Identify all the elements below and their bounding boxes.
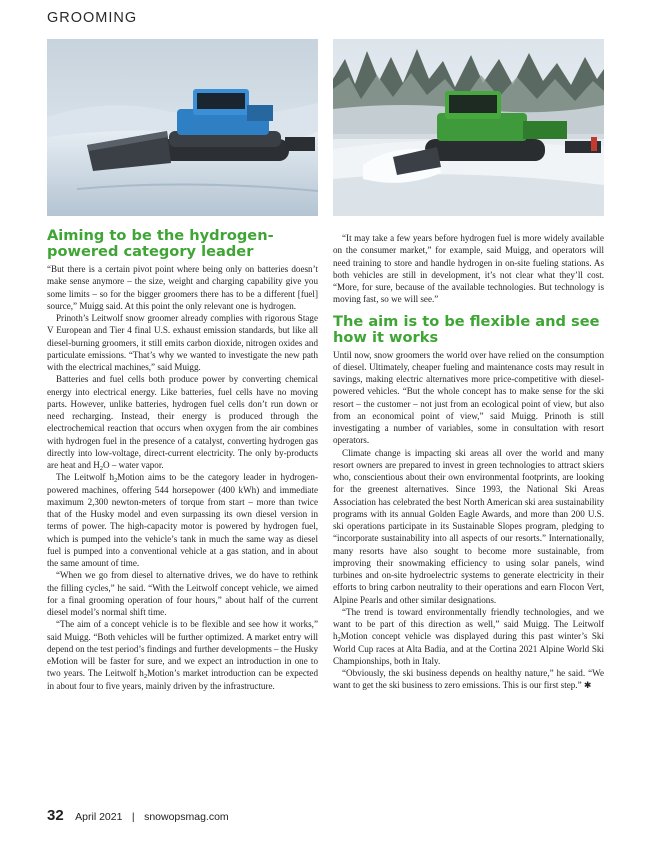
left-paragraph-1: “But there is a certain pivot point where being only on batteries doesn’t make sense anymore – the size, weight and charging capability give you some limits – so for the bigger groomers there has to be a different [fuel] source,” Muigg said. At this point the only relevant one is hydrogen. <box>47 264 318 311</box>
section-label: GROOMING <box>47 10 138 26</box>
subscript: 2 <box>114 477 118 485</box>
left-paragraph-3: Batteries and fuel cells both produce power by converting chemical energy into electrical energy. Like batteries, fuel cells have no moving parts. However, unlike batteries, hydrogen fuel cells don’t run down or need recharging. Instead, their energy is produced through the electrochemical reaction that occurs when oxygen from the air combines with hydrogen fuel in the presence of a catalyst, converting hydrogen gas directly into low-voltage, direct-current electricity. The only by-products are heat and $H_2O$ – water vapor. <box>47 374 318 472</box>
subscript: 2 <box>143 673 148 681</box>
left-paragraph-4: The Leitwolf $h_2Motion$ aims to be the category leader in hydrogen-powered machines, offering 544 horsepower (400 kWh) and immediate maximum 2,300 newton-meters of torque from start – more than twice that of the Husky model and even surpassing its own diesel version in terms of power. The high-capacity motor is powered by hydrogen fuel, which is pumped into the vehicle’s tank in much the same way as diesel fuel is pumped into a conventional vehicle at a gas station, and in about the same amount of time. <box>47 472 318 568</box>
blue-groomer-photo <box>47 39 318 216</box>
green-groomer-photo <box>333 39 604 216</box>
left-paragraph-6: “The aim of a concept vehicle is to be flexible and see how it works,” said Muigg. “Both vehicles will be further optimized. A market entry will depend on the test period’s findings and further developments – the Husky eMotion will be faster for sure, and we expect an introduction in one to two years. The Leitwolf $h_2Motion’s$ market introduction can be expected in about four to five years, mainly driven by the infrastructure. <box>47 619 318 691</box>
subscript: 2 <box>99 465 104 472</box>
right-column <box>333 232 604 692</box>
right-paragraph-1: “It may take a few years before hydrogen fuel is more widely available on the consumer market,” for example, said Muigg, and operators will need training to store and handle hydrogen in on-site fueling stations. As both vehicles are still in development, it’s not clear what they’ll cost. “More, for sure, because of the available technologies. But technology is moving fast, so we will see.” <box>333 233 604 305</box>
page-number: 32 <box>47 807 64 824</box>
right-paragraph-3: Climate change is impacting ski areas all over the world and many resort owners are prepared to invest in green technologies to attract skiers who, conscientious about their own environmental footprints, are looking for the greenest alternatives. Since 1993, the National Ski Areas Association has celebrated the best North American ski area sustainability programs with its annual Golden Eagle Awards, and more than 200 U.S. ski operations participate in its Sustainable Slopes program, pledging to “incorporate sustainability into all aspects of our resorts.” Internationally, many resorts have also sought to become more sustainable, from improving their snowmaking efficiency to using solar panels, wind turbines and on-site hydroelectric systems to generate electricity in their efforts to bring carbon neutrality to their operations and earn Flocon Vert, Alpine Pearls and other similar designations. <box>333 447 604 605</box>
website-link[interactable]: snowopsmag.com <box>144 811 229 823</box>
left-column <box>47 228 318 692</box>
left-section-heading: Aiming to be the hydrogen-powered category leader <box>47 227 274 260</box>
right-paragraph-2: Until now, snow groomers the world over have relied on the consumption of diesel. Ultimately, cheaper fueling and maintenance costs may result in savings, making electric alternatives more price-competitive with diesel-powered vehicles. “But the whole concept has to make sense for the ski resort – the customer – not just from an ecological point of view, but also from an economical point of view,” said Muigg. Prinoth is still investigating a number of variables, some in consultation with resort operators. <box>333 349 604 446</box>
left-paragraph-5: “When we go from diesel to alternative drives, we do have to rethink the filling cycles,” he said. “With the Leitwolf concept vehicle, we aimed for a final grooming operation of four hours,” about half of the current diesel model’s normal shift time. <box>47 570 318 617</box>
right-paragraph-4: “The trend is toward environmentally friendly technologies, and we want to be part of this direction as well,” said Muigg. The Leitwolf $h_2Motion$ concept vehicle was displayed during this past winter’s Ski World Cup races at Alta Badia, and at the Cortina 2021 Alpine World Ski Championships, both in Italy. <box>333 606 604 666</box>
right-section-heading: The aim is to be flexible and see how it works <box>333 312 600 346</box>
right-paragraph-5: “Obviously, the ski business depends on healthy nature,” he said. “We want to get the ski business to zero emissions. This is our first step.” ✱ <box>333 668 604 691</box>
footer-separator: | <box>131 811 135 823</box>
page-footer <box>47 807 229 825</box>
left-paragraph-2: Prinoth’s Leitwolf snow groomer already complies with rigorous Stage V European and Tier 4 final U.S. exhaust emission standards, but like all diesel-burning groomers, it still emits carbon dioxide, nitrogen oxides and particulate emissions. “That’s why we wanted to investigate the new path with the electrical machines,” said Muigg. <box>47 313 318 372</box>
issue-date: April 2021 <box>75 811 123 823</box>
subscript: 2 <box>337 636 341 644</box>
end-mark-icon: ✱ <box>583 680 592 691</box>
